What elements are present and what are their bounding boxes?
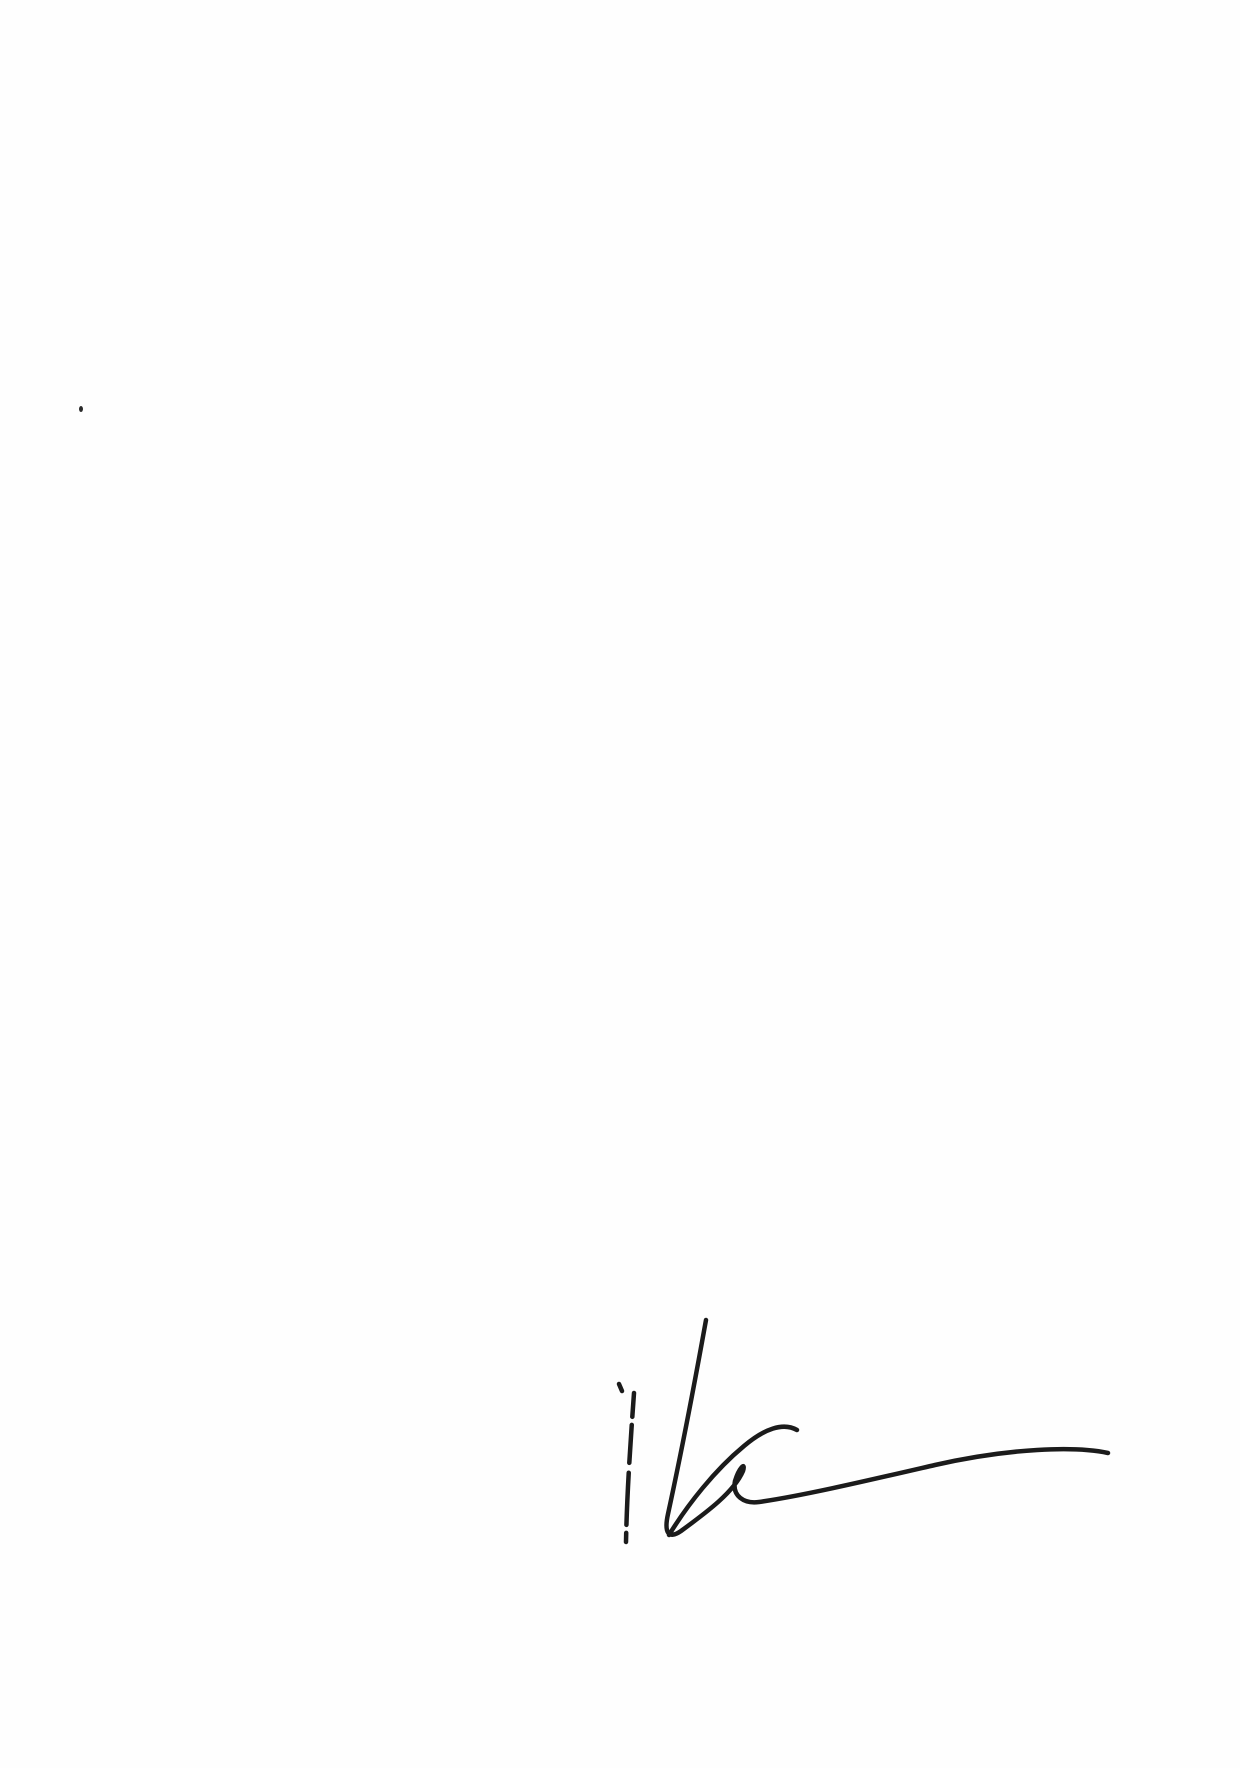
scan-artifact-dot xyxy=(79,406,83,412)
nadra-info-watermark xyxy=(1020,1584,1163,1661)
nadra-info-box xyxy=(1020,1587,1163,1661)
signature-dashed-stroke xyxy=(626,1393,634,1542)
text-line xyxy=(155,112,1143,154)
document-body xyxy=(155,112,1143,154)
handwritten-signature-icon xyxy=(540,1230,1180,1600)
signature-main-stroke xyxy=(667,1320,1108,1535)
signature-pen-dot xyxy=(619,1384,622,1391)
